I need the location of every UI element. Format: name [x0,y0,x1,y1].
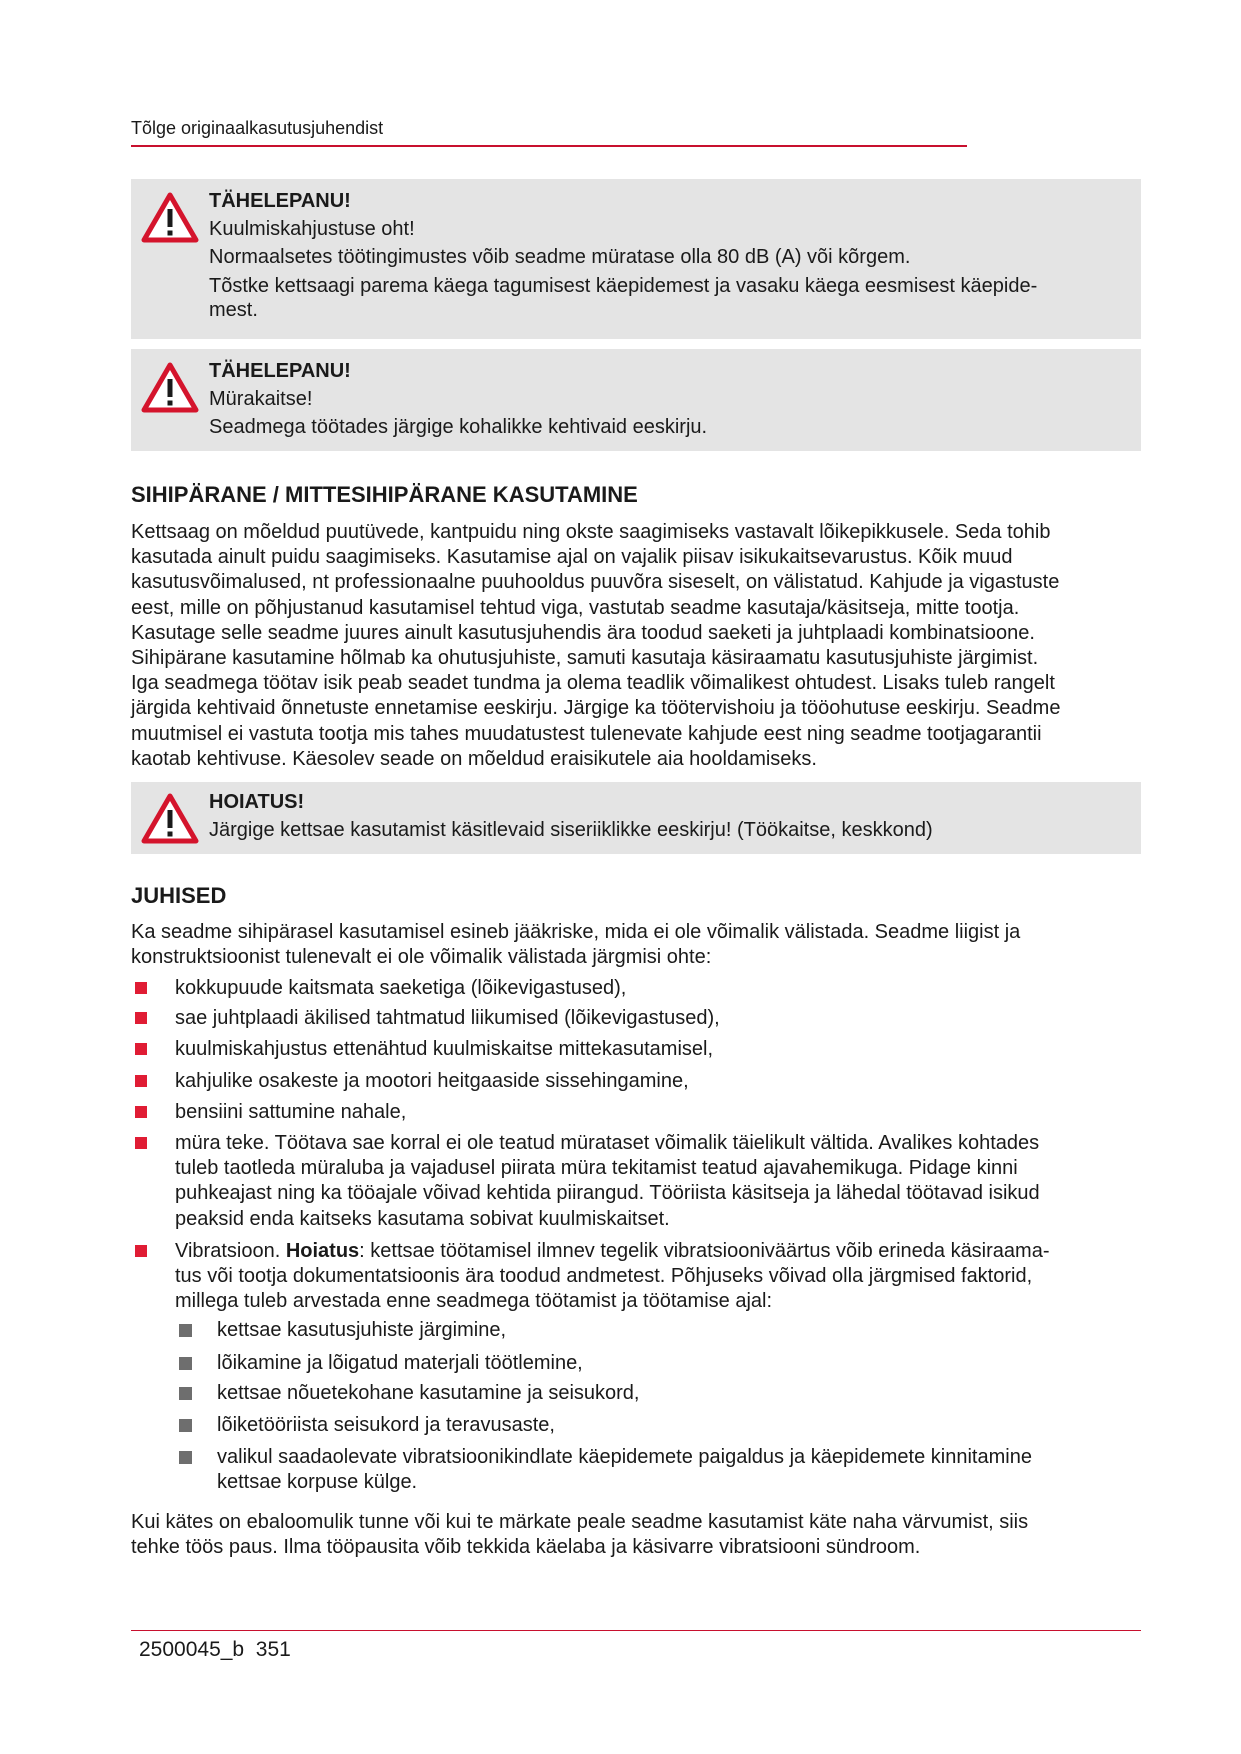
square-bullet-icon [135,1043,147,1055]
paragraph-line: kasutada ainult puidu saagimiseks. Kasutamise ajal on vajalik piisav isikukaitsevarustus. Kõik muud [131,546,1013,569]
section-heading: JUHISED [131,883,227,908]
notice-hearing-damage [131,179,1141,339]
square-bullet-icon [179,1419,192,1432]
notice-text: Järgige kettsae kasutamist käsitlevaid siseriiklikke eeskirju! (Töökaitse, keskkond) [209,819,933,841]
running-header: Tõlge originaalkasutusjuhendist [131,118,384,138]
list-item: bensiini sattumine nahale, [131,1100,1141,1125]
bold-warning-word: Hoiatus [285,1239,360,1262]
list-item: kokkupuude kaitsmata saeketiga (lõikevigastused), [131,976,1141,1001]
paragraph-line: Kasutage selle seadme juures ainult kasutusjuhendis ära toodud saeketi ja juhtplaadi kombinatsioone. [131,621,1035,644]
notice-text: Seadmega töötades järgige kohalikke kehtivaid eeskirju. [209,416,708,438]
header-rule [131,145,967,147]
square-bullet-icon [135,1137,147,1149]
notice-title: TÄHELEPANU! [209,190,351,212]
residual-risk-intro [131,920,1141,970]
sublist-item: kettsae kasutusjuhiste järgimine, [175,1318,1141,1343]
square-bullet-icon [135,982,147,994]
footer-rule [131,1630,1141,1631]
notice-warning-regulations [131,782,1141,854]
paragraph-line: Iga seadmega töötav isik peab seadet tundma ja olema teadlik võimalikest ohtudest. Lisaks tuleb rangelt [131,672,1055,695]
warning-triangle-icon [141,361,199,413]
paragraph-line: konstruktsioonist tulenevalt ei ole võimalik välistada järgmisi ohte: [131,946,712,969]
square-bullet-icon [179,1451,192,1464]
paragraph-line: Sihipärane kasutamine hõlmab ka ohutusjuhiste, samuti kasutaja käsiraamatu kasutusjuhiste järgimist. [131,647,1039,670]
page-footer [139,1638,291,1662]
square-bullet-icon [179,1357,192,1370]
paragraph-line: muutmisel ei vastuta tootja mis tahes muudatustest tulenevate kahjude eest ning seadme tootjagarantii [131,722,1042,745]
paragraph-line: tehke töös paus. Ilma tööpausita võib tekkida käelaba ja käsivarre vibratsiooni sündroom. [131,1536,921,1559]
list-item-noise: müra teke. Töötava sae korral ei ole teatud mürataset võimalik täielikult vältida. Avalikes kohtades tuleb taotleda müraluba ja vajadusel piirata müra tekitamist teatud ajavahemikuga. Pidage kinni puhkeajast ning ka tööajale võivad kehtida piirangud. Tööriista käsitseja ja lähedal töötavad isikud peaksid enda kaitseks kasutama sobivat kuulmiskaitset. [131,1131,1141,1232]
notice-text: Normaalsetes töötingimustes võib seadme müratase olla 80 dB (A) või kõrgem. [209,246,911,268]
sublist-item: lõiketööriista seisukord ja teravusaste, [175,1413,1141,1438]
notice-title: HOIATUS! [209,791,305,813]
paragraph-line: kasutusvõimalused, nt professionaalne puuhooldus puuvõra siseselt, on välistatud. Kahjude ja vigastuste [131,571,1060,594]
square-bullet-icon [135,1106,147,1118]
warning-triangle-icon [141,792,199,844]
square-bullet-icon [179,1387,192,1400]
paragraph-line: Kui kätes on ebaloomulik tunne või kui te märkate peale seadme kasutamist käte naha värvumist, siis [131,1511,1029,1533]
square-bullet-icon [135,1245,147,1257]
list-item-vibration: Vibratsioon. Hoiatus: kettsae töötamisel ilmnev tegelik vibratsiooniväärtus võib erineda käsiraama- tus või tootja dokumentatsioonis ära toodud andmetest. Põhjuseks võivad olla järgmised faktorid, millega tuleb arvestada enne seadmega töötamist ja töötamise ajal: kettsae kasutusjuhiste järgimine, lõikamine ja lõigatud materjali töötlemine, kettsae nõuetekohane kasutamine ja seisukord, lõiketööriista seisukord ja teravusaste, valikul saadaolevate vibratsioonikindlate käepidemete paigaldus ja käepidemete kinnitamine kettsae korpuse külge. [131,1239,1141,1496]
warning-triangle-icon [141,191,199,243]
hazard-list [131,976,1141,1496]
square-bullet-icon [179,1324,192,1337]
section-heading: SIHIPÄRANE / MITTESIHIPÄRANE KASUTAMINE [131,482,638,507]
vibration-factor-list [175,1318,1141,1495]
square-bullet-icon [135,1075,147,1087]
square-bullet-icon [135,1012,147,1024]
notice-noise-protection [131,349,1141,451]
closing-paragraph [131,1510,1141,1560]
paragraph-line: Kettsaag on mõeldud puutüvede, kantpuidu ning okste saagimiseks vastavalt lõikepikkusele. Seda tohib [131,521,1051,543]
paragraph-line: eest, mille on põhjustanud kasutamisel tehtud viga, vastutab seadme kasutaja/käsitseja, mitte tootja. [131,596,1020,619]
notice-subtitle: Kuulmiskahjustuse oht! [209,218,415,240]
sublist-item: kettsae nõuetekohane kasutamine ja seisukord, [175,1381,1141,1406]
paragraph-line: kaotab kehtivuse. Käesolev seade on mõeldud eraisikutele aia hooldamiseks. [131,747,817,770]
paragraph-line: Ka seadme sihipärasel kasutamisel esineb jääkriske, mida ei ole võimalik välistada. Seadme liigist ja [131,921,1021,943]
list-item: sae juhtplaadi äkilised tahtmatud liikumised (lõikevigastused), [131,1006,1141,1031]
notice-text: Tõstke kettsaagi parema käega tagumisest käepidemest ja vasaku käega eesmisest käepide- [209,275,1038,297]
notice-subtitle: Mürakaitse! [209,388,313,410]
intended-use-paragraph [131,520,1141,772]
sublist-item: valikul saadaolevate vibratsioonikindlate käepidemete paigaldus ja käepidemete kinnitamine kettsae korpuse külge. [175,1445,1141,1495]
paragraph-line: järgida kehtivaid õnnetuste ennetamise eeskirju. Järgige ka töötervishoiu ja tööohutuse eeskirju. Seadme [131,697,1061,720]
doc-code: 2500045_b [139,1638,245,1661]
notice-title: TÄHELEPANU! [209,360,351,382]
list-item: kahjulike osakeste ja mootori heitgaaside sissehingamine, [131,1069,1141,1094]
notice-text: mest. [209,299,258,321]
list-item: kuulmiskahjustus ettenähtud kuulmiskaitse mittekasutamisel, [131,1037,1141,1062]
page-number: 351 [255,1638,291,1661]
sublist-item: lõikamine ja lõigatud materjali töötlemine, [175,1351,1141,1376]
